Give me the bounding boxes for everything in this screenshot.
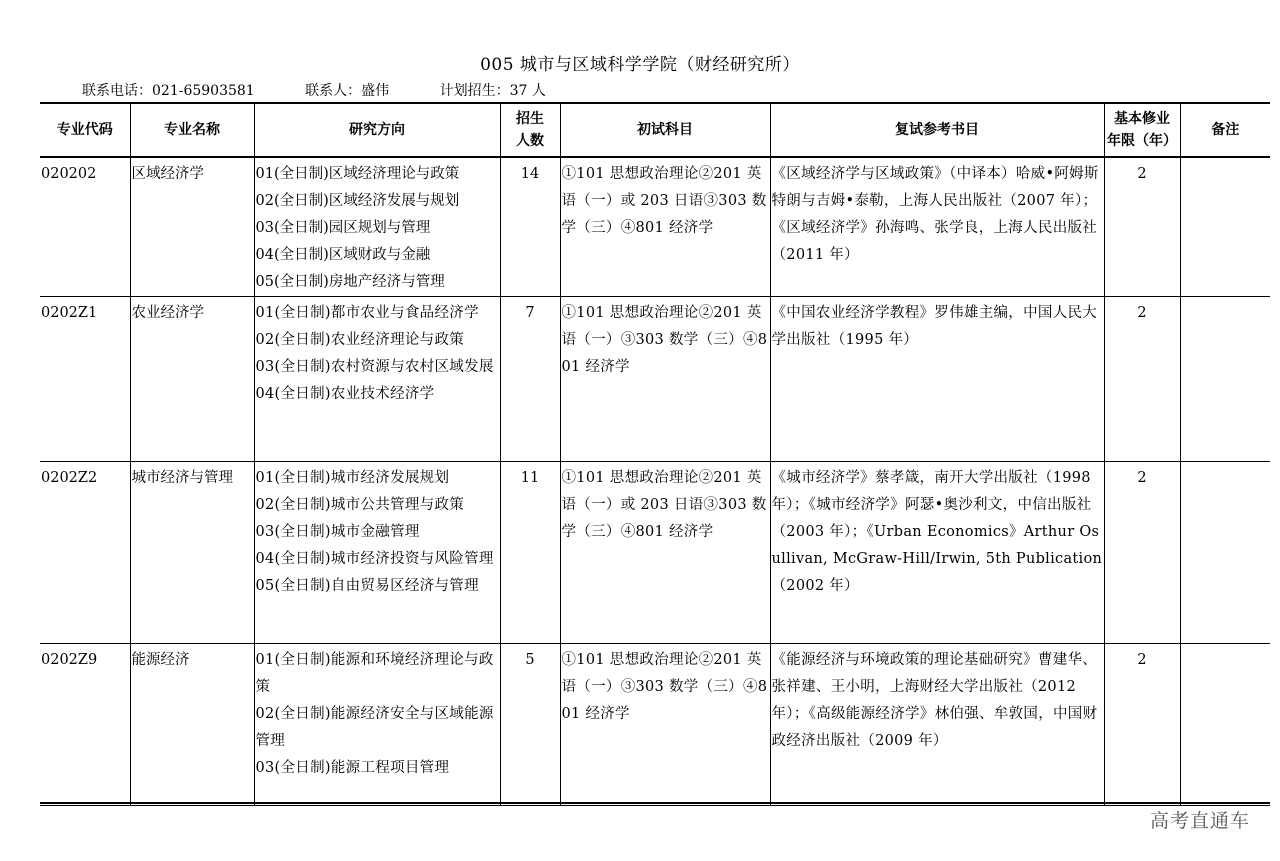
header-years-line1: 基本修业 — [1114, 111, 1170, 127]
cell-years: 2 — [1104, 157, 1180, 297]
cell-directions — [254, 462, 500, 644]
cell-notes — [1180, 462, 1270, 644]
direction-item: 03(全日制)农村资源与农村区域发展 — [255, 359, 494, 375]
direction-item: 04(全日制)农业技术经济学 — [255, 386, 435, 402]
direction-item: 05(全日制)自由贸易区经济与管理 — [255, 578, 479, 594]
direction-item: 01(全日制)区域经济理论与政策 — [255, 166, 460, 182]
cell-books: 《中国农业经济学教程》罗伟雄主编，中国人民大学出版社（1995 年） — [770, 297, 1104, 462]
table-row — [40, 462, 1270, 644]
cell-name: 农业经济学 — [130, 297, 254, 462]
watermark: 高考直通车 — [1149, 810, 1250, 832]
header-years — [1104, 104, 1180, 157]
cell-quota: 11 — [500, 462, 560, 644]
direction-item: 05(全日制)房地产经济与管理 — [255, 274, 445, 290]
table-row — [40, 644, 1270, 806]
cell-books: 《区域经济学与区域政策》（中译本）哈威•阿姆斯特朗与吉姆•泰勒，上海人民出版社（2007 年）；《区域经济学》孙海鸣、张学良，上海人民出版社（2011 年） — [770, 157, 1104, 297]
contact-info — [82, 80, 592, 100]
enrollment-plan: 计划招生：37 人 — [439, 83, 546, 99]
direction-item: 02(全日制)农业经济理论与政策 — [255, 332, 465, 348]
header-code: 专业代码 — [40, 104, 130, 157]
header-quota-line2: 人数 — [516, 133, 544, 149]
direction-item: 01(全日制)城市经济发展规划 — [255, 470, 450, 486]
cell-quota: 14 — [500, 157, 560, 297]
header-name: 专业名称 — [130, 104, 254, 157]
cell-exam: ①101 思想政治理论②201 英语（一）③303 数学（三）④801 经济学 — [560, 644, 770, 806]
table-header-row — [40, 104, 1270, 157]
cell-code: 0202Z1 — [40, 297, 130, 462]
direction-item: 03(全日制)能源工程项目管理 — [255, 760, 450, 776]
cell-books: 《城市经济学》蔡孝箴，南开大学出版社（1998 年）；《城市经济学》阿瑟•奥沙利文，中信出版社（2003 年）；《Urban Economics》Arthur Osullivan, McGraw-Hill/Irwin, 5th Publication（2002 年） — [770, 462, 1104, 644]
header-quota-line1: 招生 — [516, 111, 544, 127]
direction-item: 02(全日制)城市公共管理与政策 — [255, 497, 465, 513]
header-exam: 初试科目 — [560, 104, 770, 157]
table-row — [40, 157, 1270, 297]
cell-years: 2 — [1104, 644, 1180, 806]
cell-exam: ①101 思想政治理论②201 英语（一）或 203 日语③303 数学（三）④801 经济学 — [560, 157, 770, 297]
cell-quota: 5 — [500, 644, 560, 806]
direction-item: 04(全日制)区域财政与金融 — [255, 247, 431, 263]
direction-item: 04(全日制)城市经济投资与风险管理 — [255, 551, 494, 567]
direction-item: 02(全日制)能源经济安全与区域能源管理 — [255, 706, 494, 749]
contact-phone: 联系电话：021-65903581 — [82, 83, 255, 99]
direction-item: 03(全日制)园区规划与管理 — [255, 220, 431, 236]
header-direction: 研究方向 — [254, 104, 500, 157]
cell-exam: ①101 思想政治理论②201 英语（一）或 203 日语③303 数学（三）④801 经济学 — [560, 462, 770, 644]
cell-name: 能源经济 — [130, 644, 254, 806]
header-books: 复试参考书目 — [770, 104, 1104, 157]
cell-exam: ①101 思想政治理论②201 英语（一）③303 数学（三）④801 经济学 — [560, 297, 770, 462]
cell-directions — [254, 644, 500, 806]
direction-item: 02(全日制)区域经济发展与规划 — [255, 193, 460, 209]
cell-notes — [1180, 297, 1270, 462]
cell-years: 2 — [1104, 297, 1180, 462]
cell-code: 020202 — [40, 157, 130, 297]
program-table-wrapper — [40, 102, 1270, 804]
header-quota — [500, 104, 560, 157]
table-row — [40, 297, 1270, 462]
program-table — [40, 104, 1270, 806]
header-notes: 备注 — [1180, 104, 1270, 157]
direction-item: 01(全日制)都市农业与食品经济学 — [255, 305, 479, 321]
cell-directions — [254, 157, 500, 297]
cell-code: 0202Z2 — [40, 462, 130, 644]
cell-code: 0202Z9 — [40, 644, 130, 806]
cell-notes — [1180, 644, 1270, 806]
cell-books: 《能源经济与环境政策的理论基础研究》曹建华、张祥建、王小明，上海财经大学出版社（2012 年）；《高级能源经济学》林伯强、牟敦国，中国财政经济出版社（2009 年） — [770, 644, 1104, 806]
cell-name: 区域经济学 — [130, 157, 254, 297]
direction-item: 01(全日制)能源和环境经济理论与政策 — [255, 652, 494, 695]
cell-years: 2 — [1104, 462, 1180, 644]
page-title: 005 城市与区域科学学院（财经研究所） — [480, 55, 800, 75]
cell-directions — [254, 297, 500, 462]
cell-notes — [1180, 157, 1270, 297]
direction-item: 03(全日制)城市金融管理 — [255, 524, 420, 540]
header-years-line2: 年限（年） — [1107, 133, 1177, 149]
cell-name: 城市经济与管理 — [130, 462, 254, 644]
contact-person: 联系人：盛伟 — [305, 83, 390, 99]
cell-quota: 7 — [500, 297, 560, 462]
